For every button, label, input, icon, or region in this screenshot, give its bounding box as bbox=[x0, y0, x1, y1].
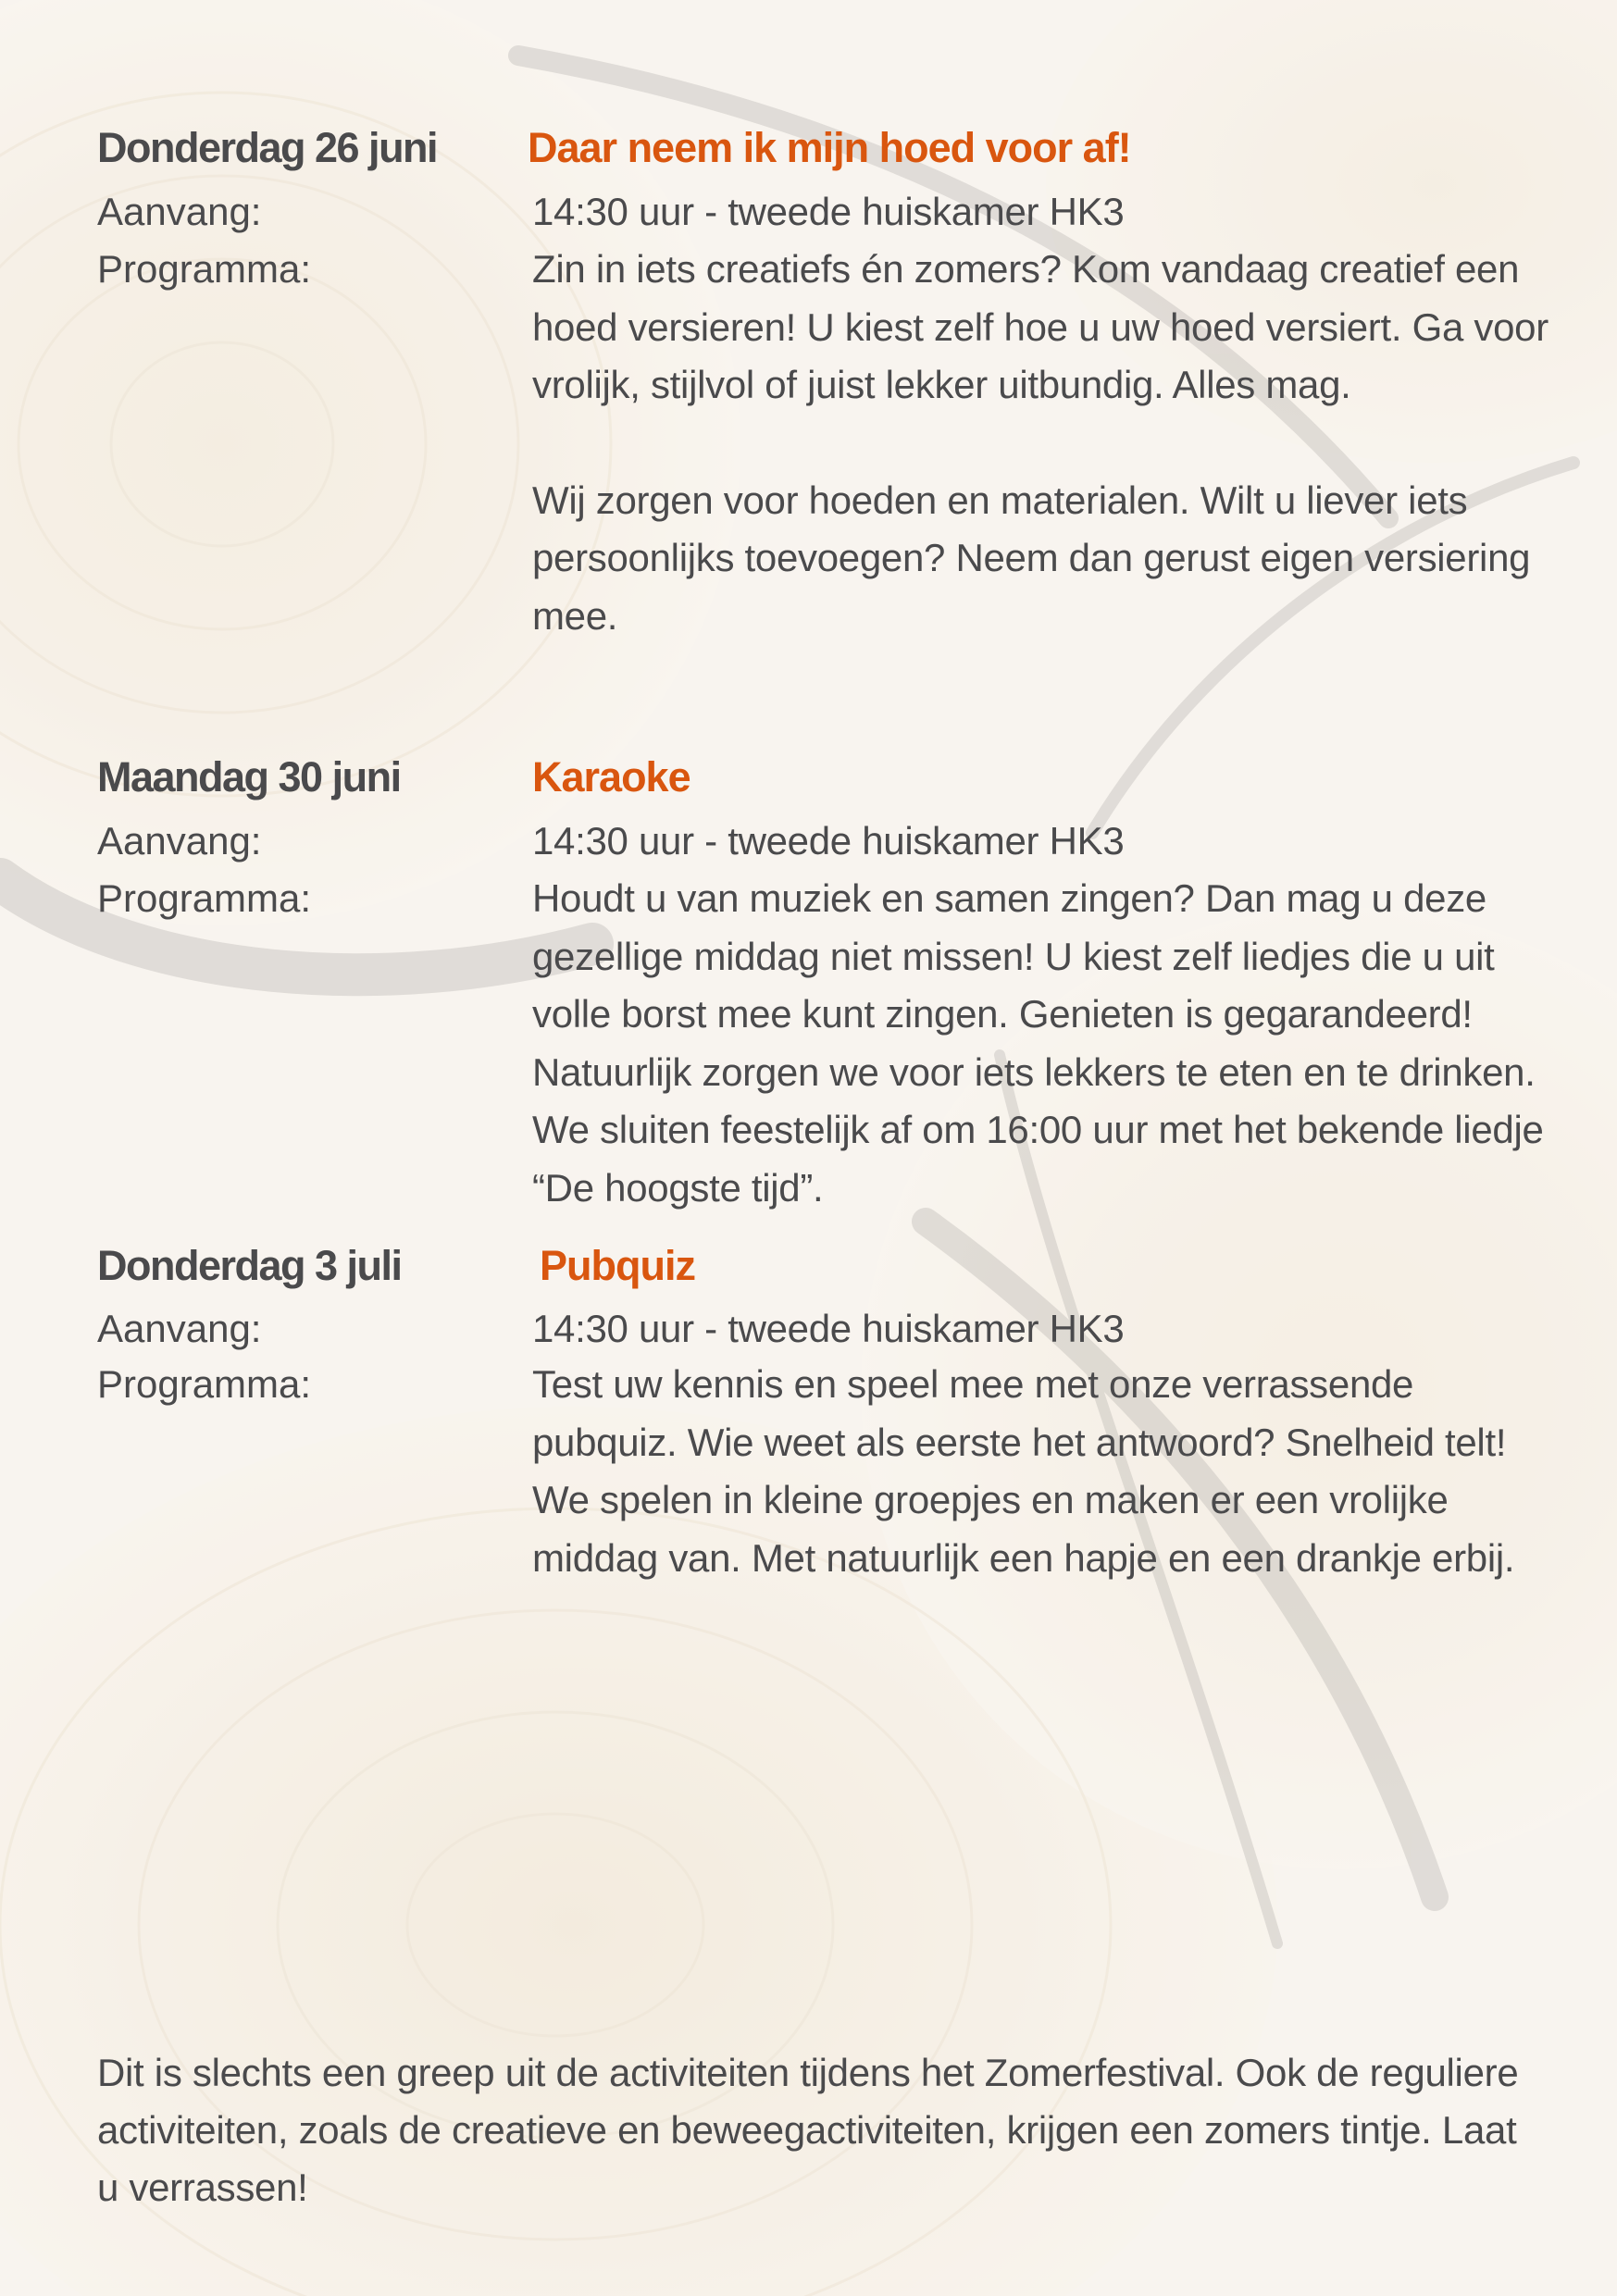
event-2-paragraph-1: Houdt u van muziek en samen zingen? Dan mag u deze gezellige middag niet missen! U kiest zelf liedjes die u uit volle borst mee kunt zingen. Genieten is gegarandeerd! Natuurlijk zorgen we voor iets lekkers te eten en te drinken. We sluiten feestelijk af om 16:00 uur met het bekende liedje “De hoogste tijd”. bbox=[532, 876, 1544, 1210]
event-3-date: Donderdag 3 juli bbox=[97, 1242, 402, 1289]
event-1-program-label: Programma: bbox=[97, 247, 312, 291]
closing-note: Dit is slechts een greep uit de activiteiten tijdens het Zomerfestival. Ook de reguliere activiteiten, zoals de creatieve en beweegactiviteiten, krijgen een zomers tintje. Laat u verrassen! bbox=[97, 2051, 1519, 2209]
event-2-program-label: Programma: bbox=[97, 876, 312, 920]
event-3-program-text bbox=[532, 1356, 1532, 1587]
event-1-start-value: 14:30 uur - tweede huiskamer HK3 bbox=[532, 190, 1125, 233]
event-1-paragraph-2: Wij zorgen voor hoeden en materialen. Wilt u liever iets persoonlijks toevoegen? Neem dan gerust eigen versiering mee. bbox=[532, 478, 1531, 638]
event-2-start-value: 14:30 uur - tweede huiskamer HK3 bbox=[532, 819, 1125, 863]
event-2-title: Karaoke bbox=[532, 753, 690, 800]
event-2-start-label: Aanvang: bbox=[97, 819, 262, 863]
event-1-date: Donderdag 26 juni bbox=[97, 124, 438, 171]
event-1-program-text bbox=[532, 241, 1550, 645]
event-3-start-label: Aanvang: bbox=[97, 1307, 262, 1350]
event-1-title: Daar neem ik mijn hoed voor af! bbox=[528, 124, 1131, 171]
event-3-start-value: 14:30 uur - tweede huiskamer HK3 bbox=[532, 1307, 1125, 1350]
event-3-paragraph-1: Test uw kennis en speel mee met onze verrassende pubquiz. Wie weet als eerste het antwoord? Snelheid telt! We spelen in kleine groepjes en maken er een vrolijke middag van. Met natuurlijk een hapje en een drankje erbij. bbox=[532, 1362, 1515, 1580]
event-2-date: Maandag 30 juni bbox=[97, 753, 401, 800]
event-1-paragraph-1: Zin in iets creatiefs én zomers? Kom vandaag creatief een hoed versieren! U kiest zelf hoe u uw hoed versiert. Ga voor vrolijk, stijlvol of juist lekker uitbundig. Alles mag. bbox=[532, 247, 1549, 406]
event-1-start-label: Aanvang: bbox=[97, 190, 262, 233]
event-3-title: Pubquiz bbox=[540, 1242, 695, 1289]
event-2-program-text bbox=[532, 870, 1560, 1217]
event-3-program-label: Programma: bbox=[97, 1362, 312, 1406]
